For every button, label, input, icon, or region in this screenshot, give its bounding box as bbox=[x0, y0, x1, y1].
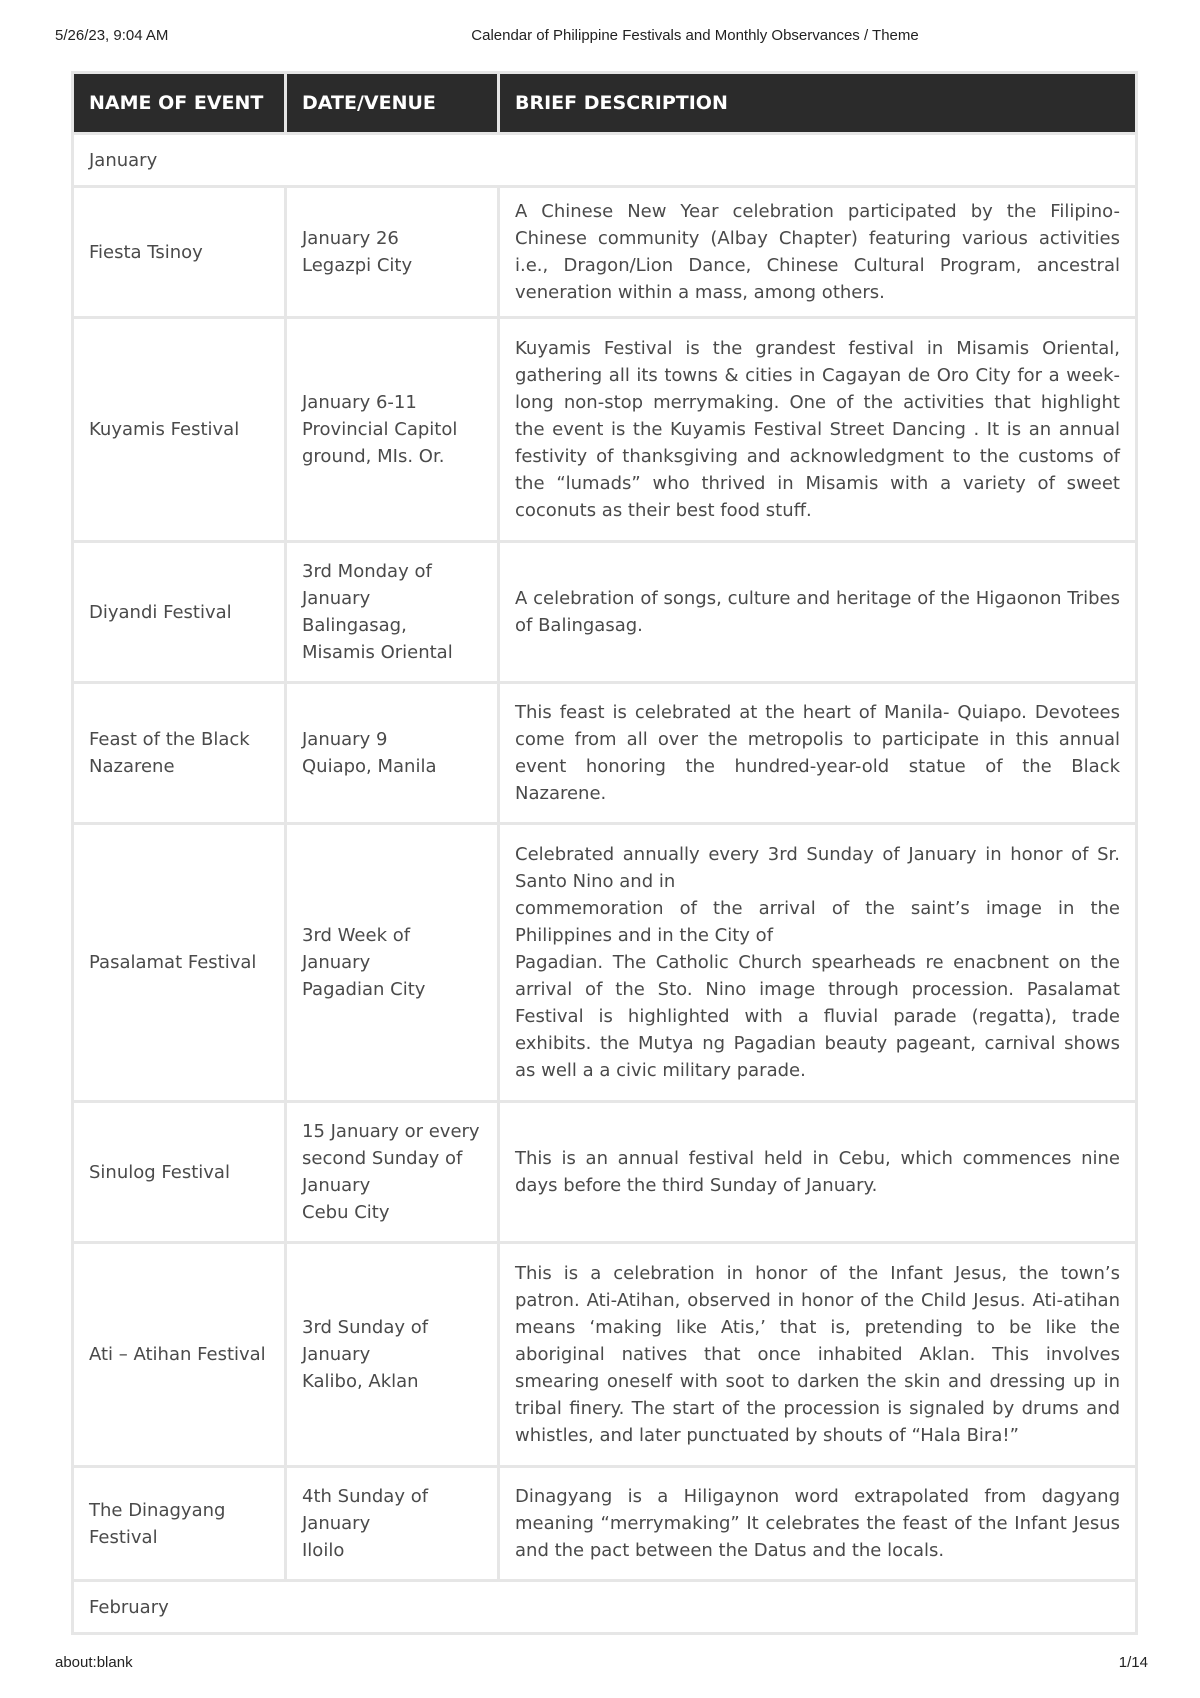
event-date: 3rd Sunday of January bbox=[302, 1317, 429, 1365]
event-name: The Dinagyang Festival bbox=[73, 1467, 286, 1581]
event-name: Fiesta Tsinoy bbox=[73, 187, 286, 318]
event-date-venue bbox=[286, 683, 499, 824]
event-description: A celebration of songs, culture and heritage of the Higaonon Tribes of Balingasag. bbox=[499, 542, 1137, 683]
event-name: Pasalamat Festival bbox=[73, 824, 286, 1102]
month-label: February bbox=[73, 1581, 1137, 1634]
event-name: Ati – Atihan Festival bbox=[73, 1243, 286, 1467]
print-datetime: 5/26/23, 9:04 AM bbox=[55, 27, 169, 44]
event-venue: Legazpi City bbox=[302, 255, 413, 276]
event-date-venue bbox=[286, 1102, 499, 1243]
table-row bbox=[73, 683, 1137, 824]
festival-table bbox=[71, 71, 1138, 1635]
event-date: January 26 bbox=[302, 228, 399, 249]
description-line: Celebrated annually every 3rd Sunday of January in honor of Sr. Santo Nino and in bbox=[515, 844, 1120, 892]
event-venue: Kalibo, Aklan bbox=[302, 1371, 419, 1392]
event-description: Dinagyang is a Hiligaynon word extrapolated from dagyang meaning “merrymaking” It celebrates the feast of the Infant Jesus and the pact between the Datus and the locals. bbox=[499, 1467, 1137, 1581]
header-name-of-event: NAME OF EVENT bbox=[73, 73, 286, 134]
event-venue: Iloilo bbox=[302, 1540, 345, 1561]
print-url: about:blank bbox=[55, 1654, 133, 1671]
header-date-venue: DATE/VENUE bbox=[286, 73, 499, 134]
event-description: A Chinese New Year celebration participated by the Filipino-Chinese community (Albay Chapter) featuring various activities i.e., Dragon/Lion Dance, Chinese Cultural Program, ancestral veneration within a mass, among others. bbox=[499, 187, 1137, 318]
event-description: This feast is celebrated at the heart of Manila- Quiapo. Devotees come from all over the metropolis to participate in this annual event honoring the hundred-year-old statue of the Black Nazarene. bbox=[499, 683, 1137, 824]
event-venue: Balingasag, Misamis Oriental bbox=[302, 615, 453, 663]
event-date-venue bbox=[286, 187, 499, 318]
event-date-venue bbox=[286, 824, 499, 1102]
event-date: January 9 bbox=[302, 729, 388, 750]
print-footer bbox=[0, 1654, 1200, 1678]
header-brief-description: BRIEF DESCRIPTION bbox=[499, 73, 1137, 134]
event-date-venue bbox=[286, 1467, 499, 1581]
description-line: commemoration of the arrival of the saint’s image in the Philippines and in the City of bbox=[515, 898, 1120, 946]
event-name: Sinulog Festival bbox=[73, 1102, 286, 1243]
event-venue: Quiapo, Manila bbox=[302, 756, 437, 777]
print-header bbox=[0, 27, 1200, 51]
month-label: January bbox=[73, 134, 1137, 187]
month-row-january bbox=[73, 134, 1137, 187]
event-description: Kuyamis Festival is the grandest festival in Misamis Oriental, gathering all its towns & cities in Cagayan de Oro City for a week-long non-stop merrymaking. One of the activities that highlight the event is the Kuyamis Festival Street Dancing . It is an annual festivity of thanksgiving and acknowledgment to the customs of the “lumads” who thrived in Misamis with a variety of sweet coconuts as their best food stuff. bbox=[499, 318, 1137, 542]
table-row bbox=[73, 318, 1137, 542]
event-date-venue bbox=[286, 542, 499, 683]
table-row bbox=[73, 1102, 1137, 1243]
table-header-row bbox=[73, 73, 1137, 134]
description-line: Pagadian. The Catholic Church spearheads re enacbnent on the arrival of the Sto. Nino image through procession. Pasalamat Festival is highlighted with a fluvial parade (regatta), trade exhibits. the Mutya ng Pagadian beauty pageant, carnival shows as well a a civic military parade. bbox=[515, 952, 1120, 1081]
event-date-venue bbox=[286, 1243, 499, 1467]
table-row bbox=[73, 1467, 1137, 1581]
event-name: Feast of the Black Nazarene bbox=[73, 683, 286, 824]
table-row bbox=[73, 1243, 1137, 1467]
event-description: This is an annual festival held in Cebu, which commences nine days before the third Sunday of January. bbox=[499, 1102, 1137, 1243]
event-name: Diyandi Festival bbox=[73, 542, 286, 683]
event-date: 15 January or every second Sunday of January bbox=[302, 1121, 480, 1196]
event-date-venue bbox=[286, 318, 499, 542]
table-row bbox=[73, 824, 1137, 1102]
page-number: 1/14 bbox=[1118, 1654, 1148, 1671]
table-row bbox=[73, 187, 1137, 318]
print-title: Calendar of Philippine Festivals and Monthly Observances / Theme bbox=[471, 27, 919, 44]
event-date: 3rd Week of January bbox=[302, 925, 411, 973]
event-name: Kuyamis Festival bbox=[73, 318, 286, 542]
month-row-february bbox=[73, 1581, 1137, 1634]
event-venue: Pagadian City bbox=[302, 979, 426, 1000]
event-venue: Provincial Capitol ground, MIs. Or. bbox=[302, 419, 458, 467]
event-description bbox=[499, 824, 1137, 1102]
event-date: 4th Sunday of January bbox=[302, 1486, 429, 1534]
event-description: This is a celebration in honor of the Infant Jesus, the town’s patron. Ati-Atihan, observed in honor of the Child Jesus. Ati-atihan means ‘making like Atis,’ that is, pretending to be like the aboriginal natives that once inhabited Aklan. This involves smearing oneself with soot to darken the skin and dressing up in tribal finery. The start of the procession is signaled by drums and whistles, and later punctuated by shouts of “Hala Bira!” bbox=[499, 1243, 1137, 1467]
event-venue: Cebu City bbox=[302, 1202, 390, 1223]
table-row bbox=[73, 542, 1137, 683]
event-date: January 6-11 bbox=[302, 392, 417, 413]
event-date: 3rd Monday of January bbox=[302, 561, 432, 609]
